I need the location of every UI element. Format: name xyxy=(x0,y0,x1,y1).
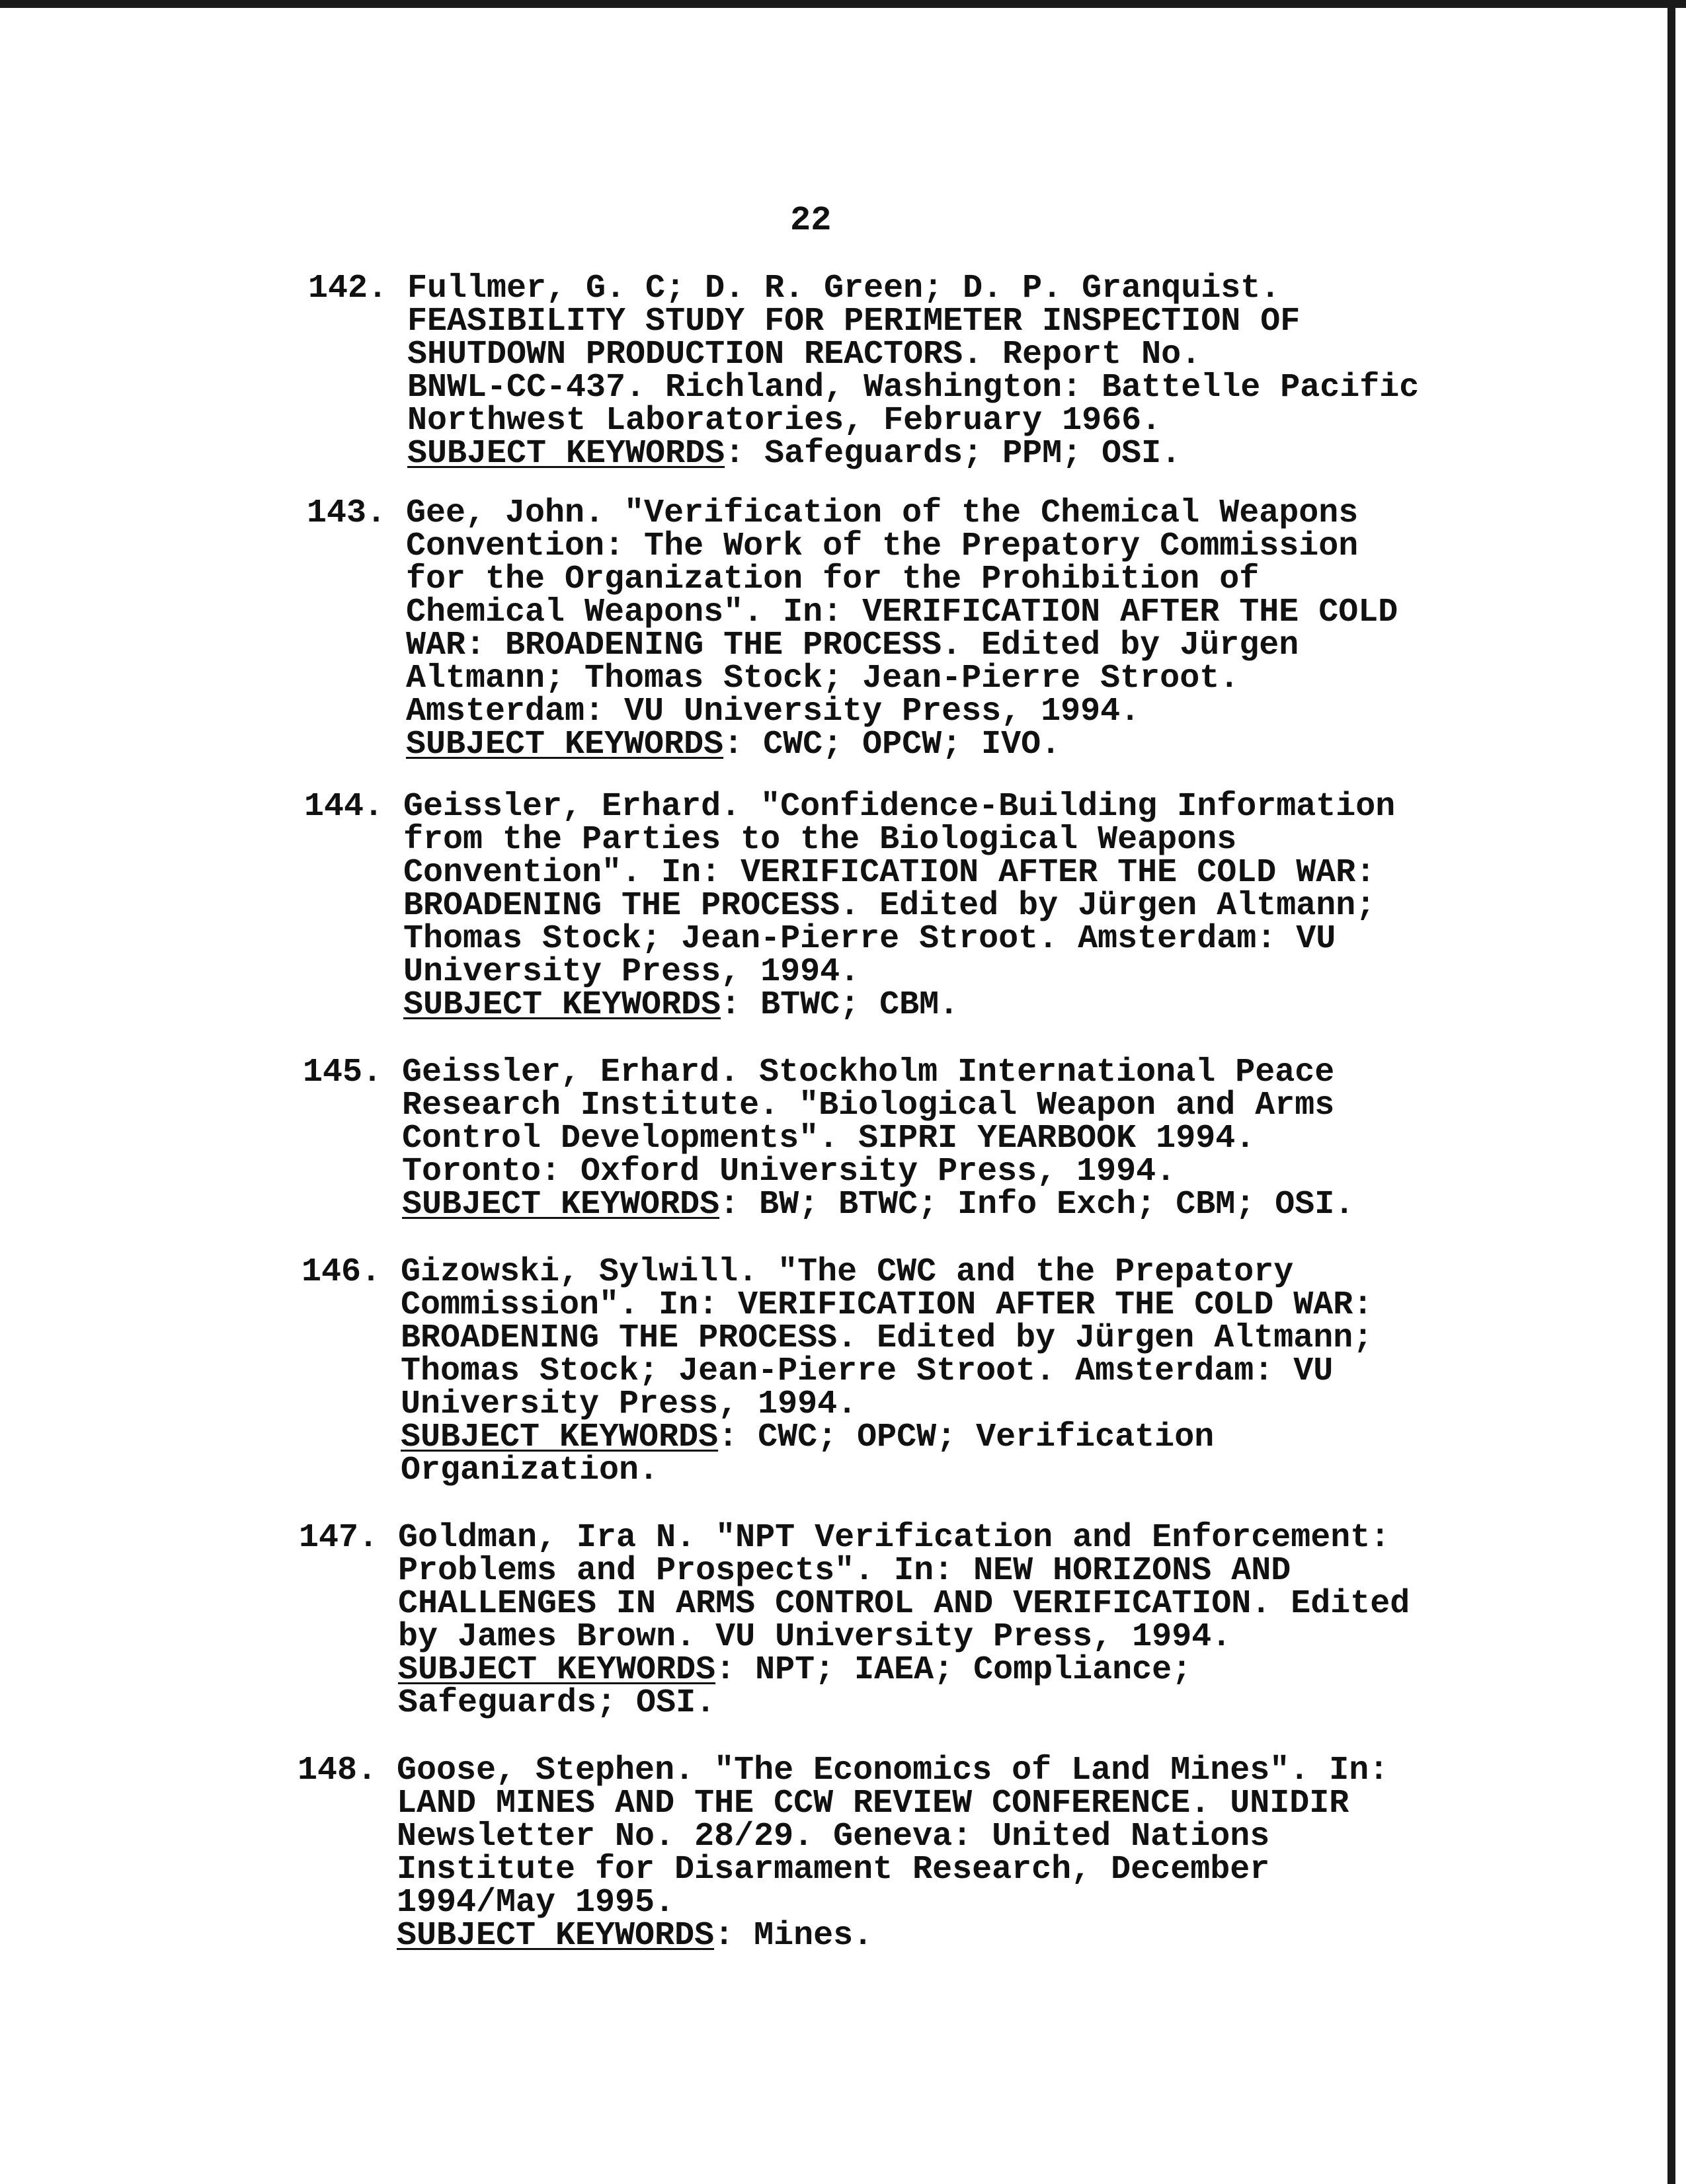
bibliography-entry xyxy=(304,788,1396,1024)
subject-keywords-line xyxy=(304,986,1395,1024)
subject-keywords-line xyxy=(301,1421,1373,1454)
entry-citation-line: by James Brown. VU University Press, 1994. xyxy=(398,1618,1232,1656)
entry-citation-line: Altmann; Thomas Stock; Jean-Pierre Stroot. xyxy=(406,660,1240,697)
entry-first-line xyxy=(303,1056,1354,1089)
entry-citation-text: Geissler, Erhard. "Confidence-Building Information xyxy=(403,788,1396,826)
subject-keywords-line xyxy=(308,435,1419,473)
entry-citation-text: Gizowski, Sylwill. "The CWC and the Prepatory xyxy=(401,1253,1294,1291)
subject-keywords-values: : BW; BTWC; Info Exch; CBM; OSI. xyxy=(719,1186,1355,1224)
entry-number: 145. xyxy=(303,1054,383,1091)
entry-citation-text: Fullmer, G. C; D. R. Green; D. P. Granquist. xyxy=(407,270,1281,307)
entry-first-line xyxy=(298,1754,1388,1787)
subject-keywords-label: SUBJECT KEYWORDS xyxy=(402,1186,720,1224)
entry-number: 142. xyxy=(308,270,388,307)
subject-keywords-line xyxy=(303,1186,1355,1224)
subject-keywords-values: : Safeguards; PPM; OSI. xyxy=(725,435,1182,473)
entry-citation-text: Geissler, Erhard. Stockholm International Peace xyxy=(402,1054,1335,1091)
entry-citation-line: BROADENING THE PROCESS. Edited by Jürgen Altmann; xyxy=(401,1319,1373,1357)
entry-citation-line: Northwest Laboratories, February 1966. xyxy=(407,402,1162,440)
subject-keywords-values: : CWC; OPCW; Verification xyxy=(718,1419,1215,1456)
entry-citation-line: Commission". In: VERIFICATION AFTER THE COLD WAR: xyxy=(401,1286,1373,1324)
entry-citation-line: University Press, 1994. xyxy=(401,1385,858,1423)
entry-first-line xyxy=(308,272,1419,305)
bibliography-entry xyxy=(303,1056,1354,1222)
entry-citation-line: University Press, 1994. xyxy=(403,953,860,991)
entry-citation-line: Problems and Prospects". In: NEW HORIZONS AND xyxy=(398,1552,1291,1590)
entry-citation-line: FEASIBILITY STUDY FOR PERIMETER INSPECTION OF xyxy=(407,303,1301,340)
entry-first-line xyxy=(301,1253,1373,1291)
entry-citation-text: Goldman, Ira N. "NPT Verification and Enforcement: xyxy=(398,1519,1390,1557)
entry-citation-line: WAR: BROADENING THE PROCESS. Edited by Jürgen xyxy=(406,627,1299,664)
subject-keywords-line xyxy=(298,1917,1388,1955)
entry-citation-line: LAND MINES AND THE CCW REVIEW CONFERENCE. UNIDIR xyxy=(397,1785,1349,1822)
entry-citation-line: from the Parties to the Biological Weapons xyxy=(403,821,1237,859)
subject-keywords-line xyxy=(299,1651,1410,1689)
subject-keywords-label: SUBJECT KEYWORDS xyxy=(403,986,721,1024)
subject-keywords-values: : CWC; OPCW; IVO. xyxy=(723,726,1061,763)
entry-citation-line: 1994/May 1995. xyxy=(397,1884,675,1922)
entry-citation-line: for the Organization for the Prohibition of xyxy=(406,561,1260,598)
bibliography-entry xyxy=(307,494,1398,763)
entry-number: 148. xyxy=(298,1752,378,1789)
subject-keywords-continuation: Safeguards; OSI. xyxy=(398,1684,716,1722)
entry-citation-line: BNWL-CC-437. Richland, Washington: Battelle Pacific xyxy=(407,369,1420,407)
entry-citation-line: Amsterdam: VU University Press, 1994. xyxy=(406,693,1141,730)
entry-citation-text: Goose, Stephen. "The Economics of Land Mines". In: xyxy=(397,1752,1389,1789)
entry-number: 144. xyxy=(304,788,384,826)
entry-first-line xyxy=(304,788,1396,826)
entry-first-line xyxy=(307,494,1398,532)
entry-citation-line: Research Institute. "Biological Weapon and Arms xyxy=(402,1087,1335,1124)
subject-keywords-values: : NPT; IAEA; Compliance; xyxy=(715,1651,1192,1689)
subject-keywords-values: : BTWC; CBM. xyxy=(721,986,959,1024)
bibliography-entry xyxy=(299,1519,1410,1722)
entry-number: 143. xyxy=(307,494,387,532)
entry-citation-line: Thomas Stock; Jean-Pierre Stroot. Amsterdam: VU xyxy=(403,920,1336,958)
entry-citation-line: Newsletter No. 28/29. Geneva: United Nations xyxy=(397,1818,1270,1855)
entry-citation-line: Institute for Disarmament Research, December xyxy=(397,1851,1270,1889)
subject-keywords-label: SUBJECT KEYWORDS xyxy=(398,1651,716,1689)
entry-citation-line: SHUTDOWN PRODUCTION REACTORS. Report No. xyxy=(407,336,1201,373)
subject-keywords-values: : Mines. xyxy=(714,1917,873,1955)
entry-first-line xyxy=(299,1519,1410,1557)
entry-citation-line: Chemical Weapons". In: VERIFICATION AFTER THE COLD xyxy=(406,594,1398,631)
bibliography-entry xyxy=(308,272,1419,471)
entry-citation-line: BROADENING THE PROCESS. Edited by Jürgen Altmann; xyxy=(403,887,1376,925)
entry-citation-line: Thomas Stock; Jean-Pierre Stroot. Amsterdam: VU xyxy=(401,1352,1334,1390)
entry-number: 147. xyxy=(299,1519,379,1557)
entry-citation-line: CHALLENGES IN ARMS CONTROL AND VERIFICATION. Edited xyxy=(398,1585,1410,1623)
entry-citation-line: Convention: The Work of the Prepatory Commission xyxy=(406,527,1359,565)
subject-keywords-label: SUBJECT KEYWORDS xyxy=(407,435,725,473)
entry-citation-line: Toronto: Oxford University Press, 1994. xyxy=(402,1153,1176,1190)
subject-keywords-label: SUBJECT KEYWORDS xyxy=(406,726,724,763)
subject-keywords-label: SUBJECT KEYWORDS xyxy=(397,1917,715,1955)
entry-citation-line: Convention". In: VERIFICATION AFTER THE COLD WAR: xyxy=(403,854,1376,892)
subject-keywords-label: SUBJECT KEYWORDS xyxy=(401,1419,719,1456)
entry-citation-line: Control Developments". SIPRI YEARBOOK 1994. xyxy=(402,1120,1256,1157)
subject-keywords-line xyxy=(307,728,1398,761)
bibliography-entry xyxy=(301,1253,1373,1489)
entry-citation-text: Gee, John. "Verification of the Chemical Weapons xyxy=(406,494,1359,532)
entry-number: 146. xyxy=(301,1253,381,1291)
bibliography-entry xyxy=(298,1754,1388,1953)
page-number: 22 xyxy=(790,201,832,240)
subject-keywords-continuation: Organization. xyxy=(401,1452,659,1489)
